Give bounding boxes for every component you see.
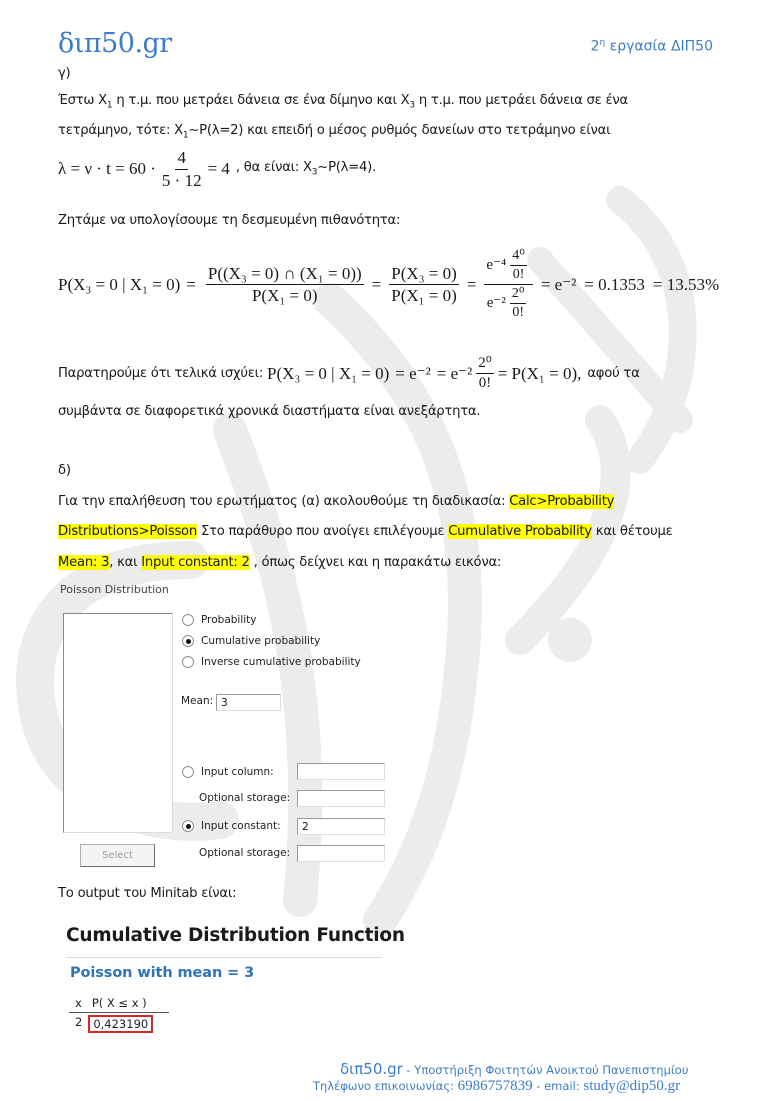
site-logo: διπ50.gr bbox=[58, 28, 172, 59]
p1-sub1: 1 bbox=[106, 100, 113, 111]
radio-inverse-cumulative[interactable] bbox=[182, 656, 361, 668]
section-d-line-3 bbox=[58, 555, 501, 570]
footer-email-label: - email: bbox=[532, 1079, 584, 1093]
assignment-number: 2 bbox=[590, 38, 600, 55]
col-p-header: P( X ≤ x ) bbox=[91, 996, 147, 1010]
section-c-label: γ) bbox=[58, 66, 71, 81]
output-intro: Το output του Minitab είναι: bbox=[58, 886, 237, 901]
eq1-lhs: λ = ν · t = 60 · bbox=[58, 159, 156, 179]
radio-label: Input column: bbox=[201, 766, 274, 778]
paragraph-5: συμβάντα σε διαφορετικά χρονικά διαστήματα είναι ανεξάρτητα. bbox=[58, 404, 481, 419]
p1-a: Έστω X bbox=[58, 93, 107, 108]
p4-text: Παρατηρούμε ότι τελικά ισχύει: bbox=[58, 366, 264, 382]
eq3-b: = e⁻² bbox=[395, 363, 431, 383]
eq2-f3-nd: 0! bbox=[512, 267, 525, 283]
optional-storage-label-1: Optional storage: bbox=[199, 792, 291, 804]
radio-selected-icon[interactable] bbox=[182, 820, 194, 832]
eq3-frac bbox=[476, 355, 494, 393]
eq1-text-b: ~P(λ=4). bbox=[317, 160, 377, 176]
p4-end: αφού τα bbox=[587, 366, 640, 382]
eq2-eq-1: = bbox=[186, 274, 196, 294]
output-table bbox=[69, 996, 169, 1033]
d-l3-text: , και bbox=[109, 555, 142, 570]
eq2-f3-den-e: e⁻² bbox=[486, 295, 506, 312]
table-row bbox=[69, 1013, 169, 1033]
highlight-mean: Mean: 3 bbox=[58, 555, 110, 570]
equation-conditional bbox=[58, 248, 719, 321]
section-d-line-2 bbox=[58, 524, 673, 539]
eq2-f2-num: P(X₃ = 0) bbox=[389, 264, 459, 286]
eq1-rhs: = 4 bbox=[207, 159, 230, 179]
assignment-label: εργασία ΔΙΠ50 bbox=[605, 38, 713, 55]
eq2-frac-3 bbox=[484, 248, 532, 321]
assignment-sup: η bbox=[599, 38, 606, 48]
col-x-header: x bbox=[75, 996, 82, 1010]
eq2-frac-1 bbox=[206, 264, 364, 306]
paragraph-1 bbox=[58, 93, 628, 111]
eq2-f2-den: P(X₁ = 0) bbox=[391, 286, 457, 306]
d-l2-text2: και θέτουμε bbox=[591, 524, 673, 539]
p2-b: ~P(λ=2) και επειδή ο μέσος ρυθμός δανείων στο τετράμηνο είναι bbox=[188, 123, 611, 138]
p2-a: τετράμηνο, τότε: X bbox=[58, 123, 183, 138]
observation-line bbox=[58, 355, 640, 393]
eq2-f1-den: P(X₁ = 0) bbox=[251, 286, 318, 306]
eq2-f3-num bbox=[484, 248, 532, 285]
input-column-field[interactable] bbox=[297, 763, 385, 780]
radio-probability[interactable] bbox=[182, 614, 257, 626]
highlight-calc-menu: Calc>Probability bbox=[509, 494, 615, 509]
paragraph-3: Ζητάμε να υπολογίσουμε τη δεσμευμένη πιθανότητα: bbox=[58, 213, 401, 228]
cell-x: 2 bbox=[75, 1015, 83, 1029]
highlight-input-constant: Input constant: 2 bbox=[141, 555, 250, 570]
mean-label: Mean: bbox=[181, 695, 214, 707]
eq2-f3-nn: 4⁰ bbox=[510, 248, 527, 266]
eq3-frac-den: 0! bbox=[478, 375, 492, 392]
radio-label: Input constant: bbox=[201, 820, 281, 832]
eq1-text bbox=[236, 160, 376, 178]
eq2-r1: = e⁻² bbox=[540, 274, 577, 294]
p1-c: η τ.μ. που μετράει δάνεια σε ένα bbox=[414, 93, 628, 108]
footer-phone-label: Τηλέφωνο επικοινωνίας: bbox=[313, 1079, 458, 1093]
radio-label: Cumulative probability bbox=[201, 635, 321, 647]
eq1-text-a: , θα είναι: X bbox=[235, 160, 312, 176]
table-header bbox=[69, 996, 169, 1013]
highlight-cumulative: Cumulative Probability bbox=[448, 524, 592, 539]
section-d-line-1 bbox=[58, 494, 614, 509]
eq3-c: = e⁻² bbox=[436, 363, 473, 383]
section-d-label: δ) bbox=[58, 463, 71, 478]
eq1-fraction bbox=[160, 148, 204, 190]
input-constant-field[interactable]: 2 bbox=[297, 818, 385, 835]
d-l1-text: Για την επαλήθευση του ερωτήματος (α) ακολουθούμε τη διαδικασία: bbox=[58, 494, 510, 509]
variables-listbox[interactable] bbox=[63, 613, 173, 833]
radio-icon[interactable] bbox=[182, 766, 194, 778]
eq2-eq-2: = bbox=[371, 274, 382, 294]
eq2-f3-den bbox=[485, 285, 533, 321]
output-subtitle: Poisson with mean = 3 bbox=[70, 965, 255, 981]
eq2-f3-dn: 2⁰ bbox=[510, 286, 527, 304]
output-divider bbox=[66, 957, 382, 958]
eq2-f1-num: P((X₃ = 0) ∩ (X₁ = 0)) bbox=[206, 264, 364, 286]
select-button[interactable]: Select bbox=[80, 844, 155, 867]
radio-input-constant[interactable] bbox=[182, 820, 281, 832]
radio-input-column[interactable] bbox=[182, 766, 274, 778]
equation-lambda bbox=[58, 148, 376, 190]
eq2-eq-3: = bbox=[466, 274, 477, 294]
radio-icon[interactable] bbox=[182, 656, 194, 668]
eq3-a: P(X₃ = 0 | X₁ = 0) bbox=[267, 363, 390, 383]
output-title: Cumulative Distribution Function bbox=[66, 925, 405, 946]
p1-sub3: 3 bbox=[409, 100, 415, 111]
eq2-frac-2 bbox=[389, 264, 459, 306]
eq1-den: 5 · 12 bbox=[161, 170, 202, 190]
footer-phone: 6986757839 bbox=[457, 1078, 533, 1094]
optional-storage-field-2[interactable] bbox=[297, 845, 385, 862]
footer-line-1 bbox=[340, 1060, 689, 1078]
d-l3-text2: , όπως δείχνει και η παρακάτω εικόνα: bbox=[249, 555, 502, 570]
eq1-num: 4 bbox=[175, 148, 188, 170]
radio-icon[interactable] bbox=[182, 614, 194, 626]
footer-brand: διπ50.gr bbox=[340, 1060, 403, 1078]
footer-line-2 bbox=[313, 1078, 680, 1095]
d-l2-text: Στο παράθυρο που ανοίγει επιλέγουμε bbox=[197, 524, 449, 539]
eq2-r3: = 13.53% bbox=[652, 274, 720, 294]
eq3-d: = P(X₁ = 0), bbox=[497, 363, 582, 383]
dialog-title: Poisson Distribution bbox=[60, 583, 169, 596]
radio-selected-icon[interactable] bbox=[182, 635, 194, 647]
footer-tagline: - Υποστήριξη Φοιτητών Ανοικτού Πανεπιστημίου bbox=[402, 1063, 689, 1077]
p1-b: η τ.μ. που μετράει δάνεια σε ένα δίμηνο και X bbox=[112, 93, 410, 108]
eq2-f3-dd: 0! bbox=[512, 305, 524, 321]
eq2-f3-num-frac bbox=[510, 248, 527, 283]
p2-sub1: 1 bbox=[182, 130, 189, 141]
optional-storage-field-1[interactable] bbox=[297, 790, 385, 807]
optional-storage-label-2: Optional storage: bbox=[199, 847, 291, 859]
eq2-lhs: P(X₃ = 0 | X₁ = 0) bbox=[58, 274, 181, 294]
eq2-f3-den-frac bbox=[510, 286, 527, 321]
eq2-r2: = 0.1353 bbox=[584, 274, 645, 294]
eq1-sub3: 3 bbox=[311, 167, 318, 178]
mean-input[interactable]: 3 bbox=[216, 694, 281, 711]
radio-label: Probability bbox=[201, 614, 257, 626]
eq3-frac-num: 2⁰ bbox=[476, 355, 494, 374]
paragraph-2 bbox=[58, 123, 610, 141]
radio-label: Inverse cumulative probability bbox=[201, 656, 361, 668]
highlight-poisson-menu: Distributions>Poisson bbox=[58, 524, 197, 539]
radio-cumulative[interactable] bbox=[182, 635, 320, 647]
cell-p-highlighted: 0,423190 bbox=[88, 1015, 153, 1033]
eq2-f3-num-e: e⁻⁴ bbox=[486, 256, 507, 273]
footer-email[interactable]: study@dip50.gr bbox=[583, 1078, 681, 1094]
assignment-title bbox=[591, 38, 713, 55]
